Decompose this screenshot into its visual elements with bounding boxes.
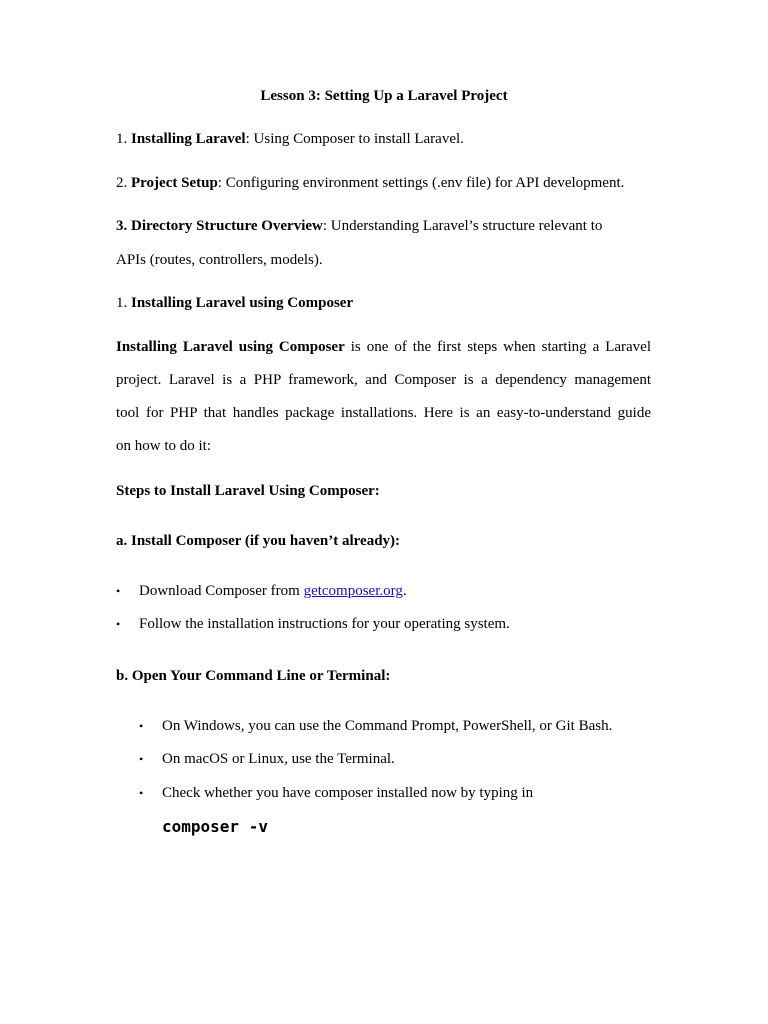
list-item-windows: On Windows, you can use the Command Prompt, PowerShell, or Git Bash.: [162, 718, 613, 734]
section-heading-text: Installing Laravel using Composer: [131, 295, 354, 311]
intro-paragraph-line-3: tool for PHP that handles package installations. Here is an easy-to-understand guide: [116, 405, 651, 421]
bullet-icon: •: [116, 617, 121, 631]
overview-item-2-desc: : Configuring environment settings (.env file) for API development.: [217, 175, 625, 191]
overview-item-2-number: 2.: [116, 175, 128, 191]
overview-item-3: [116, 216, 602, 236]
intro-paragraph-line-1: [116, 337, 651, 357]
getcomposer-link[interactable]: getcomposer.org: [303, 583, 403, 599]
steps-heading-text: Steps to Install Laravel Using Composer:: [116, 483, 380, 499]
list-item-text: Download Composer from: [139, 583, 304, 599]
overview-item-1-term: Installing Laravel: [131, 131, 246, 147]
bullet-icon: •: [116, 584, 121, 598]
bullet-icon: •: [139, 719, 144, 733]
list-item-download-composer: [139, 581, 407, 601]
list-item-macos-linux: On macOS or Linux, use the Terminal.: [162, 751, 395, 767]
bullet-icon: •: [139, 786, 144, 800]
page-title: Lesson 3: Setting Up a Laravel Project: [260, 88, 508, 104]
intro-paragraph-line-2: project. Laravel is a PHP framework, and Composer is a dependency management: [116, 372, 651, 388]
overview-item-1-number: 1.: [116, 131, 128, 147]
overview-item-1-desc: : Using Composer to install Laravel.: [245, 131, 464, 147]
steps-heading: [116, 481, 380, 501]
intro-line-1-text: is one of the first steps when starting a Laravel: [344, 339, 652, 355]
overview-item-2: [116, 173, 624, 193]
overview-item-3-term: 3. Directory Structure Overview: [116, 218, 323, 234]
step-a-heading: [116, 531, 400, 551]
overview-item-3-continued: APIs (routes, controllers, models).: [116, 252, 323, 268]
intro-paragraph-line-4: on how to do it:: [116, 438, 212, 454]
overview-item-1: [116, 129, 464, 149]
section-number: 1.: [116, 295, 128, 311]
list-item-check-composer: Check whether you have composer installed now by typing in: [162, 785, 534, 801]
step-a-heading-text: a. Install Composer (if you haven’t already):: [116, 533, 401, 549]
list-item-follow-instructions: Follow the installation instructions for your operating system.: [139, 616, 510, 632]
list-item-suffix: .: [402, 583, 407, 599]
intro-term: Installing Laravel using Composer: [116, 339, 345, 355]
overview-item-2-term: Project Setup: [131, 175, 218, 191]
step-b-heading: [116, 666, 390, 686]
overview-item-3-desc: : Understanding Laravel’s structure relevant to: [322, 218, 603, 234]
bullet-icon: •: [139, 752, 144, 766]
composer-command: composer -v: [162, 817, 268, 836]
section-heading-installing-laravel: [116, 293, 353, 313]
step-b-heading-text: b. Open Your Command Line or Terminal:: [116, 668, 391, 684]
